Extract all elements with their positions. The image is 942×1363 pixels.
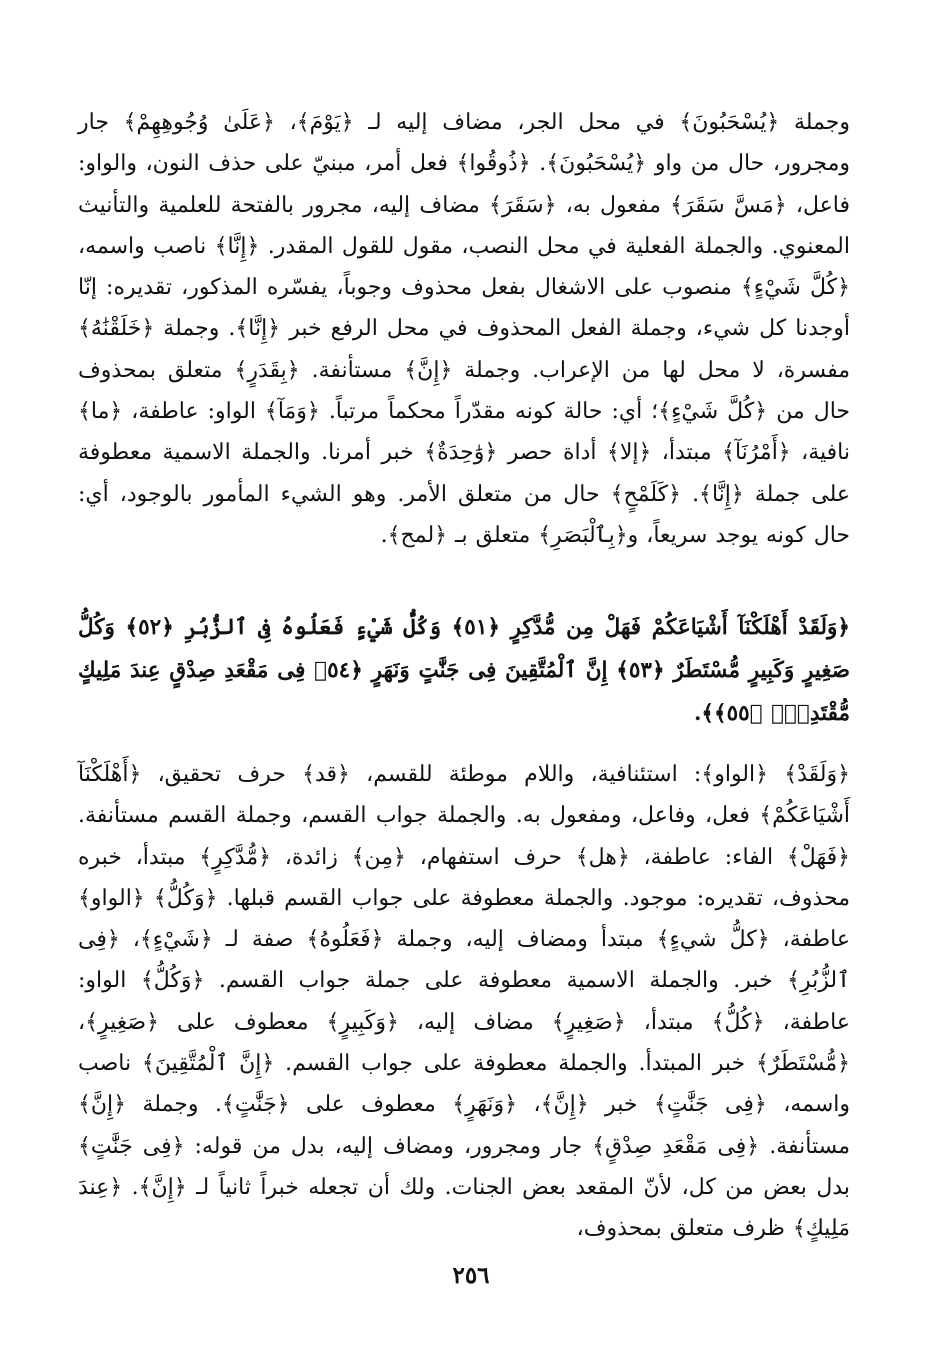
paragraph-grammar-analysis-2: ﴿وَلَقَدْ﴾ ﴿الواو﴾: استئنافية، واللام موطئة للقسم، ﴿قد﴾ حرف تحقيق، ﴿أَهْلَكْنَآ أَشْيَاعَكُمْ﴾ فعل، وفاعل، ومفعول به. والجملة جواب القسم، وجملة القسم مستأنفة. ﴿فَهَلْ﴾ الفاء: عاطفة، ﴿هل﴾ حرف استفهام، ﴿مِن﴾ زائدة، ﴿مُّدَّكِرٍ﴾ مبتدأ، خبره محذوف، تقديره: موجود. والجملة معطوفة على جواب القسم قبلها. ﴿وَكُلُّ﴾ ﴿الواو﴾ عاطفة، ﴿كلُّ شيءٍ﴾ مبتدأ ومضاف إليه، وجملة ﴿فَعَلُوهُ﴾ صفة لـ ﴿شَيْءٍ﴾، ﴿فِى ٱلزُّبُرِ﴾ خبر. والجملة الاسمية معطوفة على جملة جواب القسم. ﴿وَكُلُّ﴾ الواو: عاطفة، ﴿كُلُّ﴾ مبتدأ، ﴿صَغِيرٍ﴾ مضاف إليه، ﴿وَكَبِيرٍ﴾ معطوف على ﴿صَغِيرٍ﴾، ﴿مُّسْتَطَرٌ﴾ خبر المبتدأ. والجملة معطوفة على جواب القسم. ﴿إِنَّ ٱلْمُتَّقِينَ﴾ ناصب واسمه، ﴿فِى جَنَّٰتٍ﴾ خبر ﴿إِنَّ﴾، ﴿وَنَهَرٍ﴾ معطوف على ﴿جَنَّٰتٍ﴾. وجملة ﴿إِنَّ﴾ مستأنفة. ﴿فِى مَقْعَدِ صِدْقٍ﴾ جار ومجرور، ومضاف إليه، بدل من قوله: ﴿فِى جَنَّٰتٍ﴾ بدل بعض من كل، لأنّ المقعد بعض الجنات. ولك أن تجعله خبراً ثانياً لـ ﴿إِنَّ﴾. ﴿عِندَ مَلِيكٍ﴾ ظرف متعلق بمحذوف، [78, 762, 850, 1242]
paragraph-grammar-analysis-1: وجملة ﴿يُسْحَبُونَ﴾ في محل الجر، مضاف إليه لـ ﴿يَوْمَ﴾، ﴿عَلَىٰ وُجُوهِهِمْ﴾ جار ومجرور، حال من واو ﴿يُسْحَبُونَ﴾. ﴿ذُوقُوا﴾ فعل أمر، مبنيّ على حذف النون، والواو: فاعل، ﴿مَسَّ سَقَرَ﴾ مفعول به، ﴿سَقَرَ﴾ مضاف إليه، مجرور بالفتحة للعلمية والتأنيث المعنوي. والجملة الفعلية في محل النصب، مقول للقول المقدر. ﴿إِنَّا﴾ ناصب واسمه، ﴿كُلَّ شَيْءٍ﴾ منصوب على الاشغال بفعل محذوف وجوباً، يفسّره المذكور، تقديره: إنّا أوجدنا كل شيء، وجملة الفعل المحذوف في محل الرفع خبر ﴿إِنَّا﴾. وجملة ﴿خَلَقْنَٰهُ﴾ مفسرة، لا محل لها من الإعراب. وجملة ﴿إِنَّ﴾ مستأنفة. ﴿بِقَدَرٍ﴾ متعلق بمحذوف حال من ﴿كُلَّ شَيْءٍ﴾؛ أي: حالة كونه مقدّراً محكماً مرتباً. ﴿وَمَآ﴾ الواو: عاطفة، ﴿ما﴾ نافية، ﴿أَمْرُنَآ﴾ مبتدأ، ﴿إلا﴾ أداة حصر ﴿وَٰحِدَةٌ﴾ خبر أمرنا. والجملة الاسمية معطوفة على جملة ﴿إِنَّا﴾. ﴿كَلَمْحٍ﴾ حال من متعلق الأمر. وهو الشيء المأمور بالوجود، أي: حال كونه يوجد سريعاً، و﴿بِٱلْبَصَرِ﴾ متعلق بـ ﴿لمح﴾. [78, 110, 850, 548]
quran-verse-block: ﴿وَلَقَدْ أَهْلَكْنَآ أَشْيَاعَكُمْ فَهَلْ مِن مُّدَّكِرٍ ﴿٥١﴾ وَكُلُّ شَيْءٍ فَعَلُوهُ فِى ٱلزُّبُرِ ﴿٥٢﴾ وَكُلُّ صَغِيرٍ وَكَبِيرٍ مُّسْتَطَرٌ ﴿٥٣﴾ إِنَّ ٱلْمُتَّقِينَ فِى جَنَّٰتٍ وَنَهَرٍ ﴿٥٤﴾ فِى مَقْعَدِ صِدْقٍ عِندَ مَلِيكٍ مُّقْتَدِرٍۭ ﴿٥٥﴾﴾. [78, 614, 850, 726]
page-number: ٢٥٦ [452, 1262, 490, 1289]
